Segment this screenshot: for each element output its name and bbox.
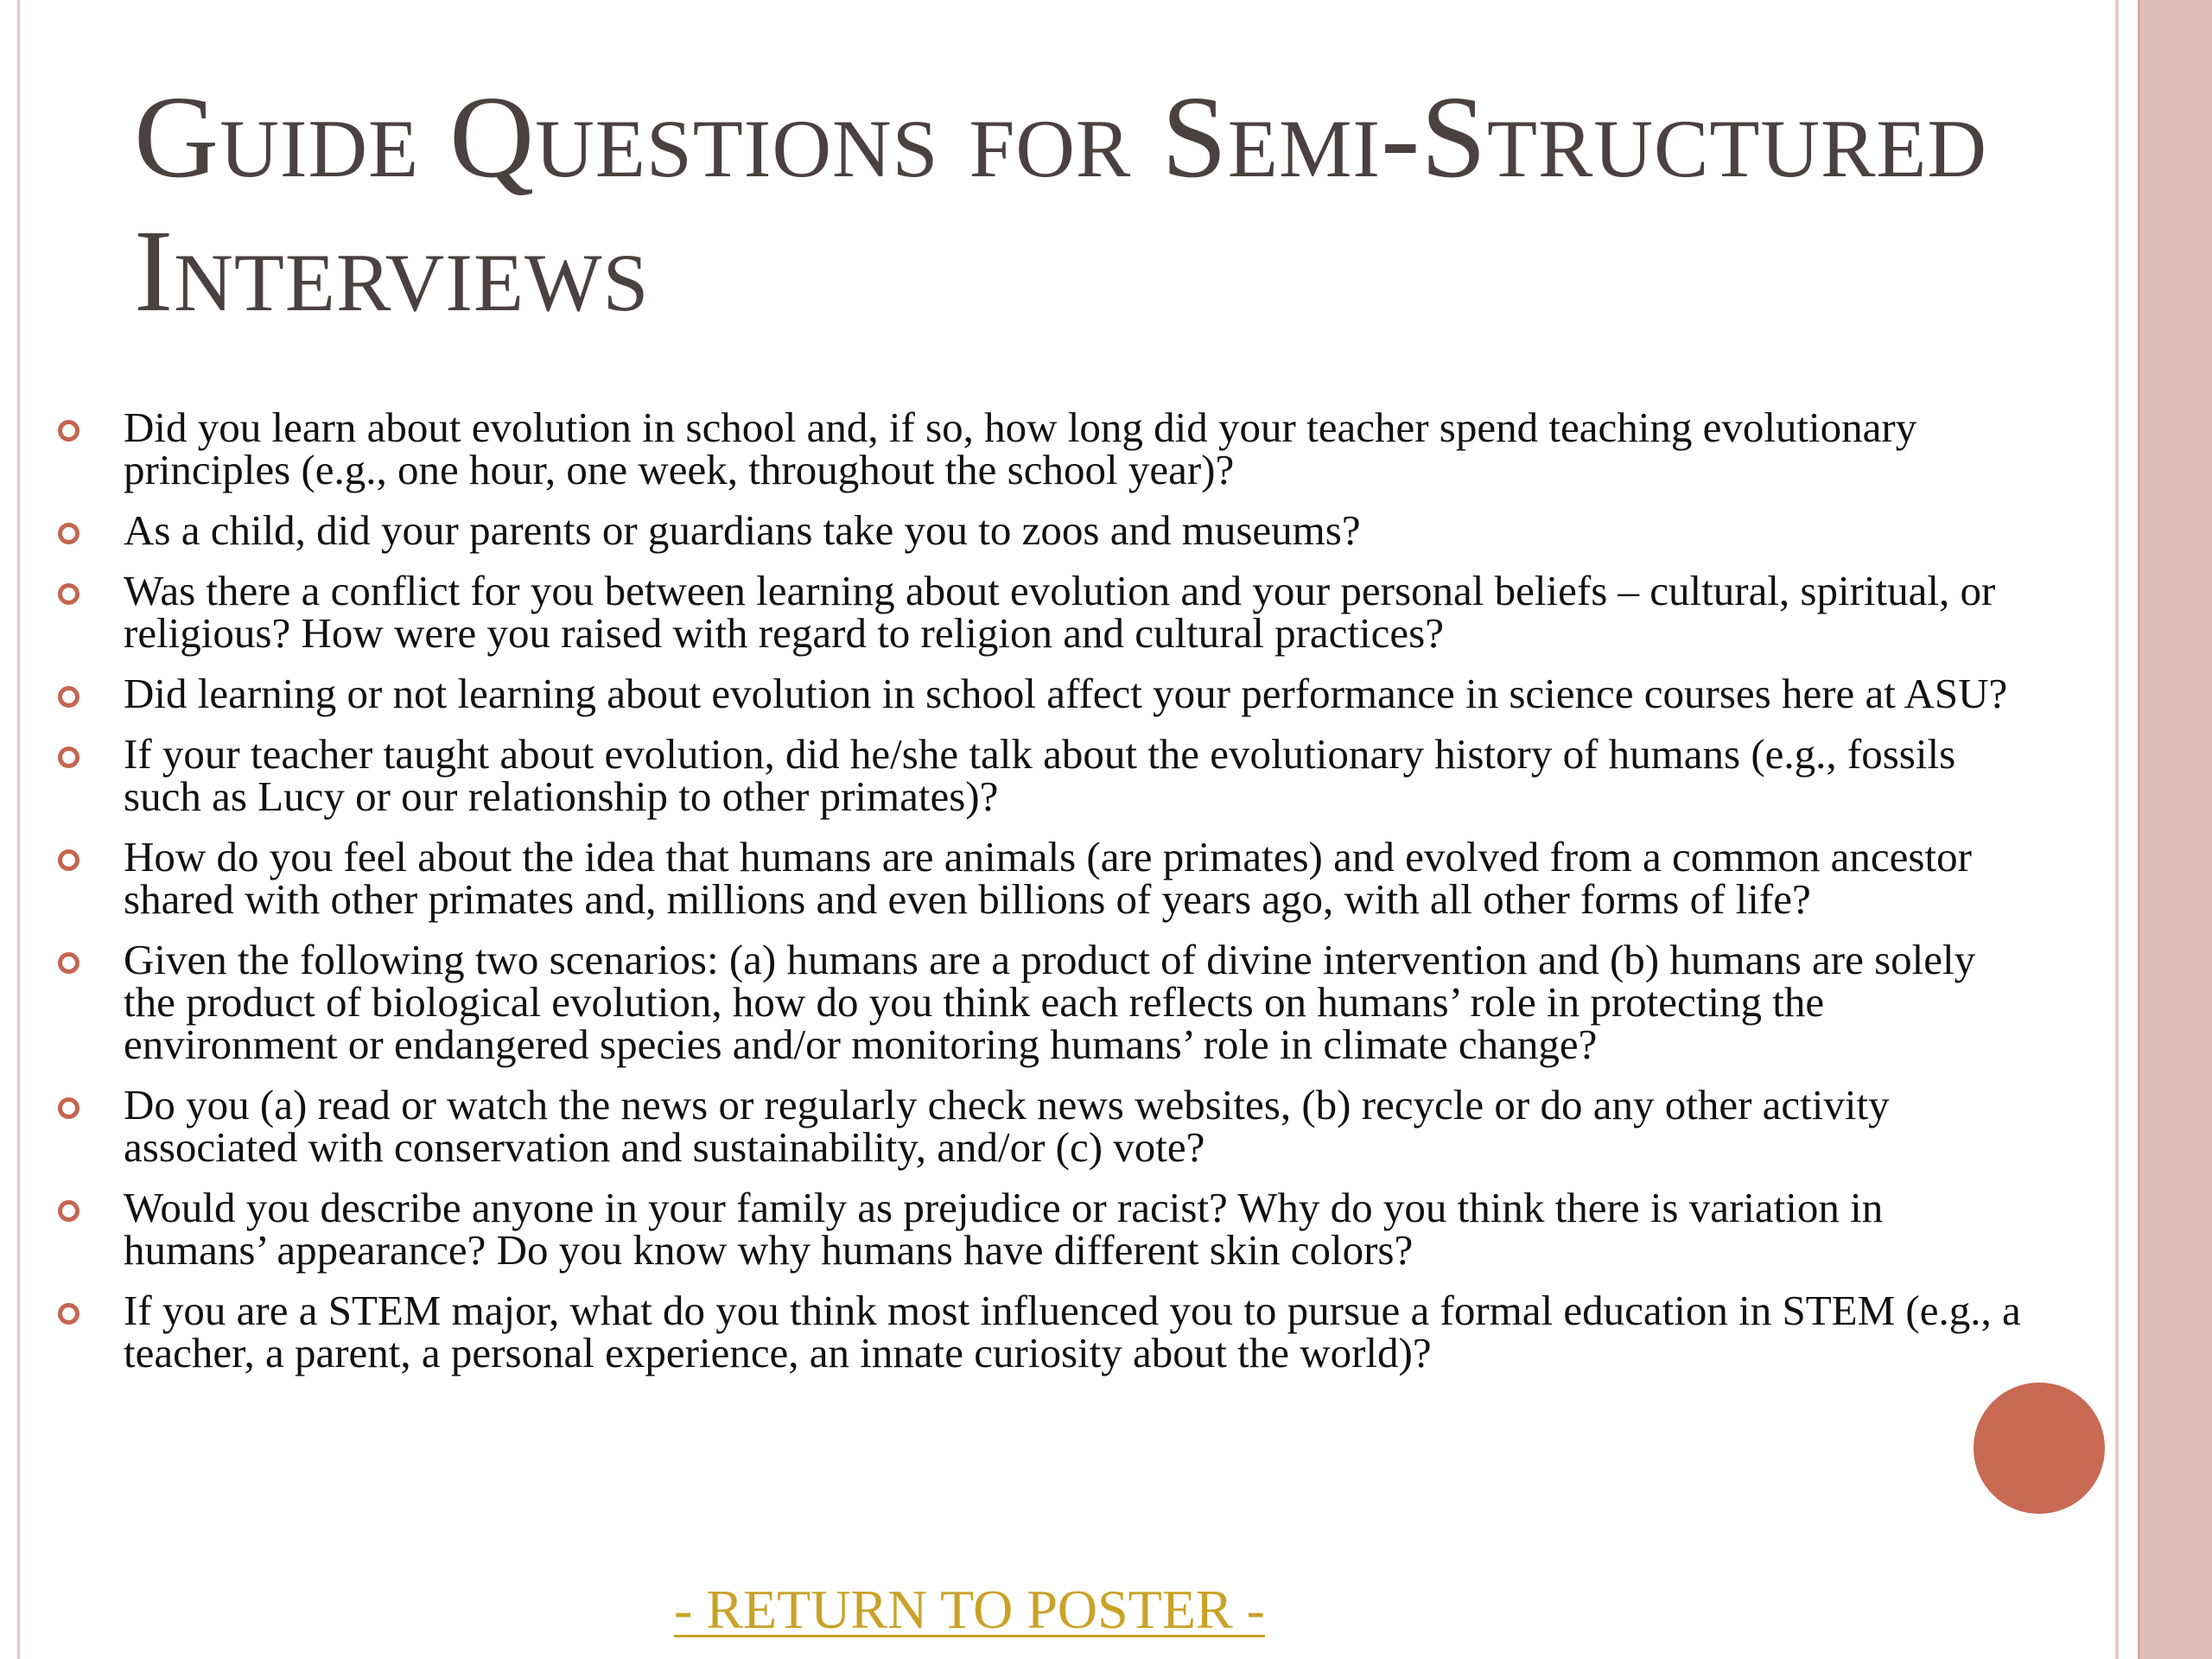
- bullet-icon: [58, 952, 79, 974]
- question-text: As a child, did your parents or guardians take you to zoos and museums?: [124, 506, 1361, 554]
- bullet-icon: [58, 523, 79, 544]
- question-item: [0, 1184, 2022, 1274]
- return-to-poster-link[interactable]: - RETURN TO POSTER -: [674, 1579, 1265, 1640]
- question-item: [0, 833, 2022, 923]
- bullet-icon: [58, 747, 79, 768]
- question-text: Did learning or not learning about evolution in school affect your performance in science courses here at ASU?: [124, 670, 2008, 717]
- question-text: If you are a STEM major, what do you think most influenced you to pursue a formal education in STEM (e.g., a teacher, a parent, a personal experience, an innate curiosity about the world)?: [124, 1287, 2021, 1376]
- bullet-icon: [58, 849, 79, 871]
- bullet-icon: [58, 1303, 79, 1325]
- question-text: Would you describe anyone in your family as prejudice or racist? Why do you think there is variation in humans’ appearance? Do you know why humans have different skin colors?: [124, 1184, 1884, 1274]
- slide-title: Guide Questions for Semi-Structured Interviews: [134, 73, 1987, 336]
- question-item: [0, 936, 2022, 1068]
- question-item: [0, 1289, 2022, 1374]
- question-item: [0, 506, 2022, 554]
- bullet-icon: [58, 686, 79, 708]
- question-text: Do you (a) read or watch the news or regularly check news websites, (b) recycle or do any other activity associated with conservation and sustainability, and/or (c) vote?: [124, 1081, 1890, 1171]
- question-item: [0, 672, 2022, 715]
- question-text: Was there a conflict for you between learning about evolution and your personal beliefs – cultural, spiritual, or religious? How were you raised with regard to religion and cultural practices?: [124, 567, 1996, 657]
- bullet-icon: [58, 1097, 79, 1119]
- question-item: [0, 730, 2022, 820]
- bullet-icon: [58, 583, 79, 605]
- question-item: [0, 567, 2022, 657]
- right-stripe-edge: [2138, 0, 2140, 1659]
- question-text: Did you learn about evolution in school and, if so, how long did your teacher spend teaching evolutionary principles (e.g., one hour, one week, throughout the school year)?: [124, 404, 1917, 493]
- question-text: How do you feel about the idea that humans are animals (are primates) and evolved from a common ancestor shared with other primates and, millions and even billions of years ago, with all other forms of life?: [124, 833, 1972, 923]
- bullet-icon: [58, 420, 79, 442]
- question-text: If your teacher taught about evolution, did he/she talk about the evolutionary history of humans (e.g., fossils such as Lucy or our relationship to other primates)?: [124, 730, 1956, 820]
- right-decorative-stripe: [2138, 0, 2212, 1659]
- decorative-circle: [1974, 1382, 2105, 1514]
- bullet-icon: [58, 1200, 79, 1222]
- question-item: [0, 1081, 2022, 1171]
- question-list: [0, 406, 2022, 1392]
- right-border-gap: [2119, 0, 2138, 1659]
- question-text: Given the following two scenarios: (a) humans are a product of divine intervention and (b) humans are solely the product of biological evolution, how do you think each reflects on humans’ role in protecting the environment or endangered species and/or monitoring humans’ role in climate change?: [124, 936, 1976, 1068]
- question-item: [0, 406, 2022, 491]
